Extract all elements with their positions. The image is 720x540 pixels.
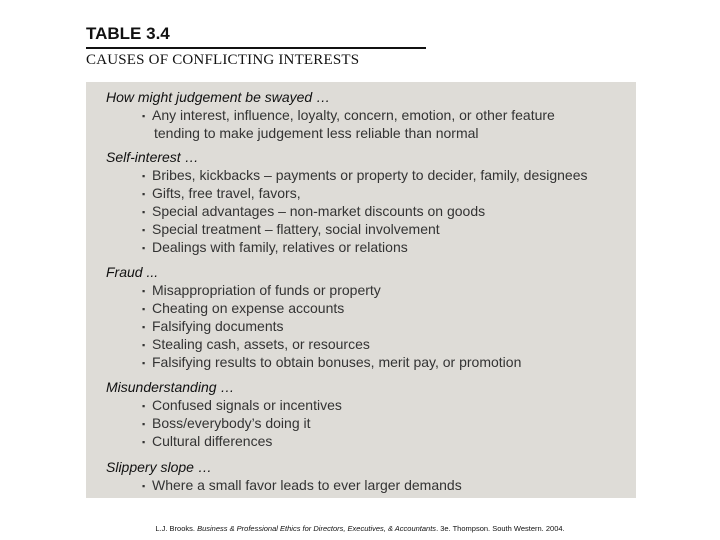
- bullet-icon: ▪: [142, 189, 146, 199]
- list-item-text: Confused signals or incentives: [152, 397, 342, 413]
- bullet-icon: ▪: [142, 401, 146, 411]
- list-item-text: Falsifying documents: [152, 318, 284, 334]
- list-item: [106, 414, 342, 432]
- list-item: [106, 184, 588, 202]
- section-judgement: [106, 88, 555, 142]
- bullet-icon: ▪: [142, 322, 146, 332]
- list-item-text: Where a small favor leads to ever larger demands: [152, 477, 462, 493]
- list-item: [106, 106, 555, 124]
- list-item: [106, 299, 521, 317]
- citation-author: L.J. Brooks.: [155, 524, 195, 533]
- section-heading: Misunderstanding …: [106, 379, 235, 395]
- bullet-icon: ▪: [142, 243, 146, 253]
- list-item: [106, 202, 588, 220]
- list-item: [106, 476, 462, 494]
- table-subtitle: CAUSES OF CONFLICTING INTERESTS: [86, 52, 360, 68]
- section-heading: Self-interest …: [106, 149, 199, 165]
- list-item-continuation: tending to make judgement less reliable than normal: [154, 125, 479, 141]
- source-citation: [0, 524, 720, 533]
- list-item-text: Stealing cash, assets, or resources: [152, 336, 370, 352]
- bullet-icon: ▪: [142, 171, 146, 181]
- list-item: [106, 166, 588, 184]
- section-self-interest: [106, 148, 588, 256]
- list-item-text: Boss/everybody’s doing it: [152, 415, 311, 431]
- list-item: [106, 281, 521, 299]
- title-divider: [86, 47, 426, 49]
- list-item: [106, 432, 342, 450]
- list-item-text: Misappropriation of funds or property: [152, 282, 381, 298]
- bullet-icon: ▪: [142, 437, 146, 447]
- bullet-icon: ▪: [142, 419, 146, 429]
- list-item-text: Falsifying results to obtain bonuses, merit pay, or promotion: [152, 354, 522, 370]
- list-item-text: Any interest, influence, loyalty, concern, emotion, or other feature: [152, 107, 555, 123]
- list-item-text: Special treatment – flattery, social involvement: [152, 221, 440, 237]
- bullet-icon: ▪: [142, 358, 146, 368]
- bullet-icon: ▪: [142, 286, 146, 296]
- section-heading: Fraud ...: [106, 264, 159, 280]
- content-panel: [86, 82, 636, 498]
- bullet-icon: ▪: [142, 481, 146, 491]
- list-item: [106, 335, 521, 353]
- list-item: [106, 353, 521, 371]
- section-fraud: [106, 263, 521, 371]
- citation-details: . 3e. Thompson. South Western. 2004.: [436, 524, 565, 533]
- list-item-text: Gifts, free travel, favors,: [152, 185, 301, 201]
- citation-book-title: Business & Professional Ethics for Directors, Executives, & Accountants: [197, 524, 437, 533]
- bullet-icon: ▪: [142, 207, 146, 217]
- section-heading: Slippery slope …: [106, 459, 212, 475]
- list-item-text: Bribes, kickbacks – payments or property to decider, family, designees: [152, 167, 588, 183]
- list-item: [106, 396, 342, 414]
- section-slippery-slope: [106, 458, 462, 494]
- section-heading: How might judgement be swayed …: [106, 89, 331, 105]
- bullet-icon: ▪: [142, 304, 146, 314]
- list-item: [106, 220, 588, 238]
- list-item: [106, 238, 588, 256]
- list-item-text: Special advantages – non-market discounts on goods: [152, 203, 486, 219]
- table-title: TABLE 3.4: [86, 24, 170, 43]
- bullet-icon: ▪: [142, 225, 146, 235]
- bullet-icon: ▪: [142, 340, 146, 350]
- section-misunderstanding: [106, 378, 342, 450]
- list-item: [106, 317, 521, 335]
- list-item-text: Dealings with family, relatives or relations: [152, 239, 408, 255]
- bullet-icon: ▪: [142, 111, 146, 121]
- list-item-text: Cheating on expense accounts: [152, 300, 345, 316]
- list-item-text: Cultural differences: [152, 433, 273, 449]
